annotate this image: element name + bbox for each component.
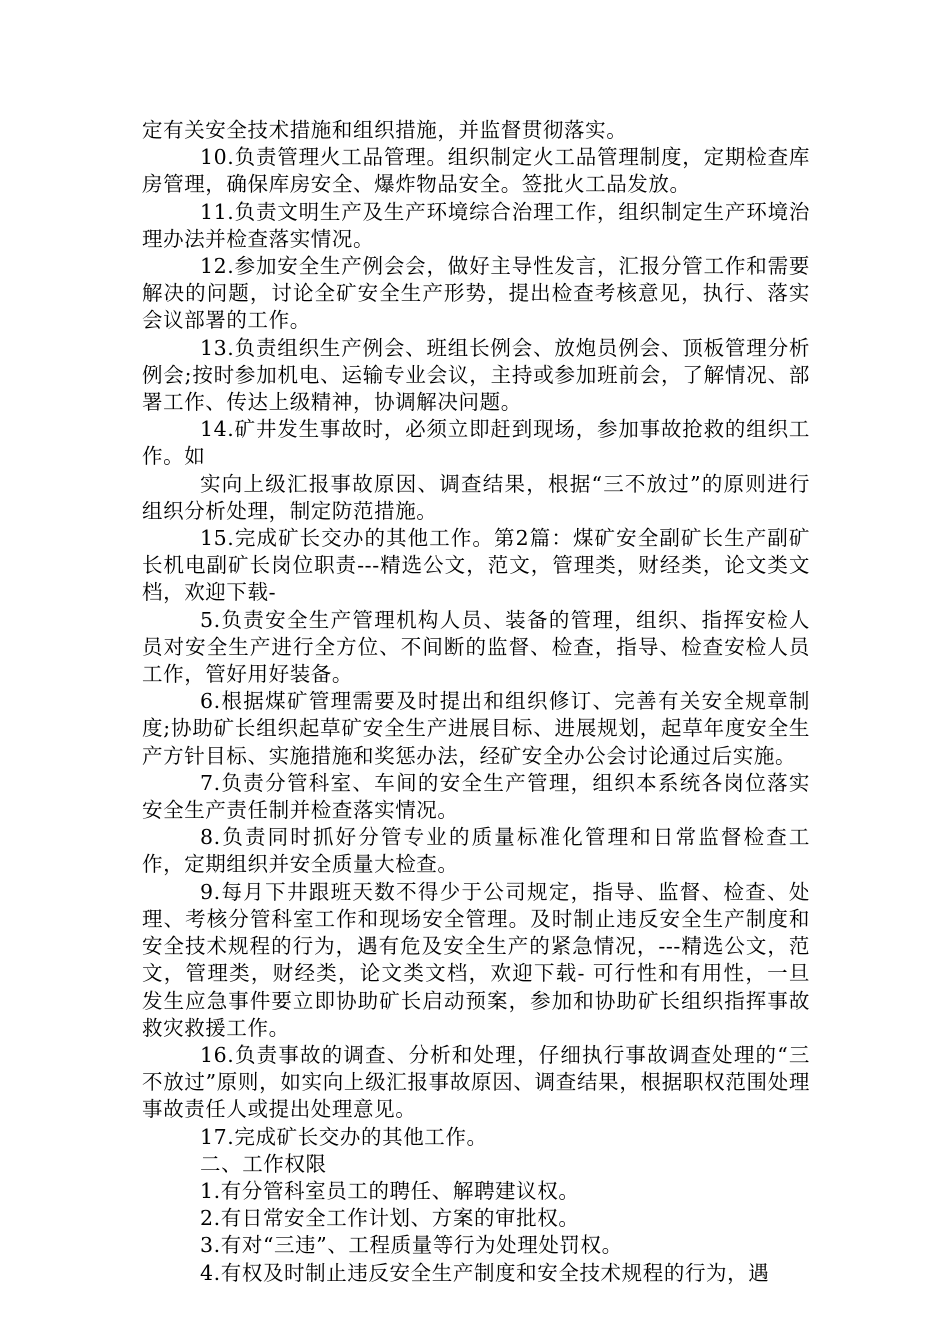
paragraph: 实向上级汇报事故原因、调查结果，根据“三不放过”的原则进行组织分析处理，制定防范措施。: [142, 471, 810, 523]
paragraph: 12.参加安全生产例会会，做好主导性发言，汇报分管工作和需要解决的问题，讨论全矿安全生产形势，提出检查考核意见，执行、落实会议部署的工作。: [142, 254, 810, 333]
paragraph: 1.有分管科室员工的聘任、解聘建议权。: [200, 1178, 580, 1203]
paragraph: 二、工作权限: [200, 1151, 327, 1176]
paragraph: 13.负责组织生产例会、班组长例会、放炮员例会、顶板管理分析例会;按时参加机电、运输专业会议，主持或参加班前会，了解情况、部署工作、传达上级精神，协调解决问题。: [142, 335, 810, 415]
paragraph: 15.完成矿长交办的其他工作。第2篇：煤矿安全副矿长生产副矿长机电副矿长岗位职责---精选公文，范文，管理类，财经类，论文类文档，欢迎下载-: [142, 526, 810, 605]
paragraph: 16.负责事故的调查、分析和处理，仔细执行事故调查处理的“三不放过”原则，如实向上级汇报事故原因、调查结果，根据职权范围处理事故责任人或提出处理意见。: [142, 1042, 810, 1122]
paragraph: 2.有日常安全工作计划、方案的审批权。: [200, 1206, 580, 1231]
paragraph: 14.矿井发生事故时，必须立即赶到现场，参加事故抢救的组织工作。如: [142, 417, 810, 469]
paragraph: 6.根据煤矿管理需要及时提出和组织修订、完善有关安全规章制度;协助矿长组织起草矿安全生产进展目标、进展规划，起草年度安全生产方针目标、实施措施和奖惩办法，经矿安全办公会讨论通过后实施。: [142, 689, 810, 768]
paragraph: 9.每月下井跟班天数不得少于公司规定，指导、监督、检查、处理、考核分管科室工作和现场安全管理。及时制止违反安全生产制度和安全技术规程的行为，遇有危及安全生产的紧急情况，---精选公文，范文，管理类，财经类，论文类文档，欢迎下载- 可行性和有用性，一旦发生应急事件要立即协助矿长启动预案，参加和协助矿长组织指挥事故救灾救援工作。: [142, 879, 810, 1040]
paragraph: 10.负责管理火工品管理。组织制定火工品管理制度，定期检查库房管理，确保库房安全、爆炸物品安全。签批火工品发放。: [142, 145, 810, 197]
paragraph: 11.负责文明生产及生产环境综合治理工作，组织制定生产环境治理办法并检查落实情况。: [142, 199, 810, 251]
paragraph: 17.完成矿长交办的其他工作。: [200, 1124, 488, 1149]
paragraph: 3.有对“三违”、工程质量等行为处理处罚权。: [200, 1233, 623, 1258]
document-body: [142, 117, 810, 1287]
paragraph: 7.负责分管科室、车间的安全生产管理，组织本系统各岗位落实安全生产责任制并检查落实情况。: [142, 770, 810, 823]
paragraph: 4.有权及时制止违反安全生产制度和安全技术规程的行为，遇: [200, 1260, 770, 1285]
paragraph: 定有关安全技术措施和组织措施，并监督贯彻落实。: [142, 118, 628, 142]
paragraph: 8.负责同时抓好分管专业的质量标准化管理和日常监督检查工作，定期组织并安全质量大检查。: [142, 825, 810, 877]
paragraph: 5.负责安全生产管理机构人员、装备的管理，组织、指挥安检人员对安全生产进行全方位、不间断的监督、检查，指导、检查安检人员工作，管好用好装备。: [142, 607, 810, 687]
